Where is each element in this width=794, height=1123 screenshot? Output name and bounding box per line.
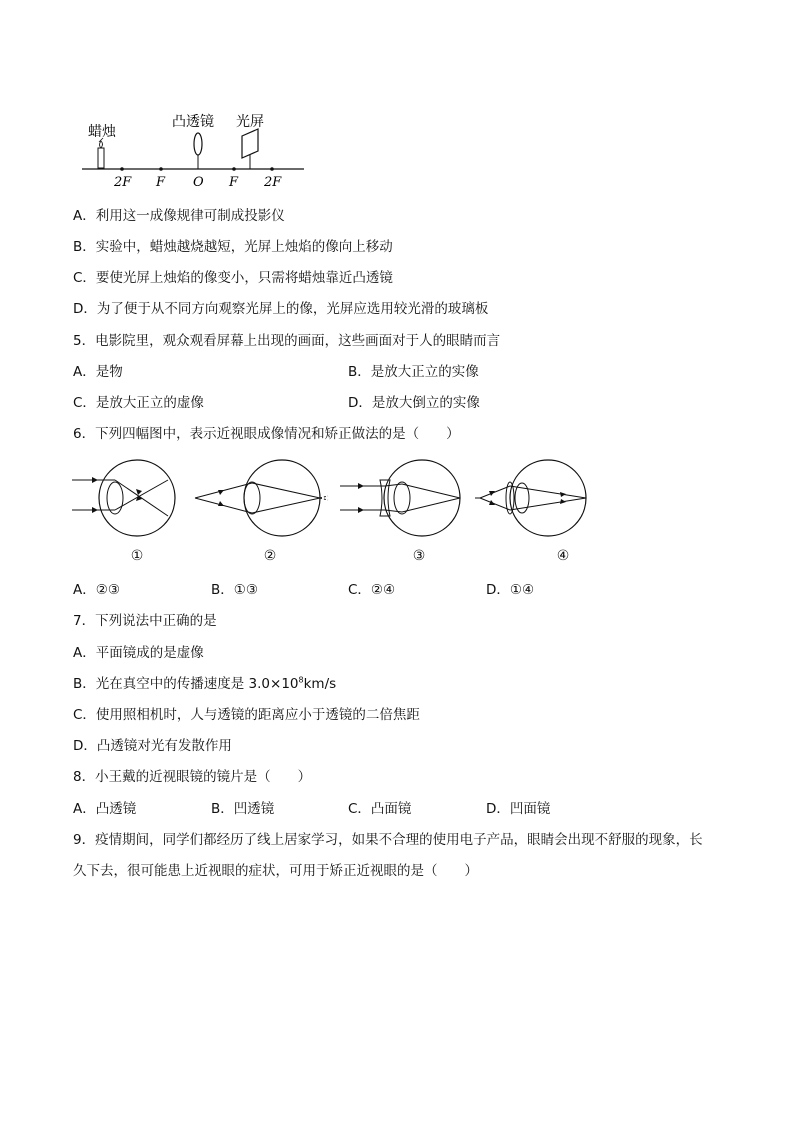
q5-option-b: B．是放大正立的实像 bbox=[348, 364, 479, 380]
q5-option-d: D．是放大倒立的实像 bbox=[348, 395, 480, 411]
lens-label: 凸透镜 bbox=[172, 114, 214, 130]
eye-label-4: ④ bbox=[556, 548, 570, 564]
axis-label-o: O bbox=[193, 175, 204, 190]
q4-option-c: C．要使光屏上烛焰的像变小，只需将蜡烛靠近凸透镜 bbox=[73, 270, 393, 286]
q9-stem-line2: 久下去，很可能患上近视眼的症状，可用于矫正近视眼的是（ ） bbox=[73, 863, 478, 879]
eye-diagram-2 bbox=[195, 460, 328, 536]
q4-option-b: B．实验中，蜡烛越烧越短，光屏上烛焰的像向上移动 bbox=[73, 239, 393, 255]
eye-diagrams-figure bbox=[70, 458, 600, 543]
q4-option-a: A．利用这一成像规律可制成投影仪 bbox=[73, 208, 285, 224]
q8-option-a: A．凸透镜 bbox=[73, 801, 137, 817]
q6-option-c: C．②④ bbox=[348, 582, 396, 598]
candle-label: 蜡烛 bbox=[88, 124, 116, 140]
convex-lens-icon bbox=[194, 133, 202, 169]
eye-diagram-4 bbox=[475, 460, 586, 536]
optical-bench-figure bbox=[80, 108, 310, 190]
screen-label: 光屏 bbox=[236, 114, 264, 130]
q7-option-a: A．平面镜成的是虚像 bbox=[73, 645, 204, 661]
q5-option-c: C．是放大正立的虚像 bbox=[73, 395, 204, 411]
axis-label-f-left: F bbox=[156, 175, 166, 190]
q7-option-b-exponent: 8 bbox=[298, 675, 304, 685]
q7-option-c: C．使用照相机时，人与透镜的距离应小于透镜的二倍焦距 bbox=[73, 707, 420, 723]
q7-option-d: D．凸透镜对光有发散作用 bbox=[73, 738, 232, 754]
q9-stem-line1: 9．疫情期间，同学们都经历了线上居家学习，如果不合理的使用电子产品，眼睛会出现不舒服的现象，长 bbox=[73, 832, 703, 848]
q6-option-b: B．①③ bbox=[211, 582, 258, 598]
q6-option-a: A．②③ bbox=[73, 582, 120, 598]
eye-label-2: ② bbox=[263, 548, 277, 564]
q7-option-b-unit: km/s bbox=[303, 676, 337, 692]
q7-stem: 7．下列说法中正确的是 bbox=[73, 613, 217, 629]
q5-option-a: A．是物 bbox=[73, 364, 123, 380]
q8-option-b: B．凹透镜 bbox=[211, 801, 275, 817]
eye-label-1: ① bbox=[130, 548, 144, 564]
q7-option-b-text: B．光在真空中的传播速度是 3.0×10 bbox=[73, 676, 299, 692]
axis-label-2f-left: 2F bbox=[114, 175, 132, 190]
q6-option-d: D．①④ bbox=[486, 582, 535, 598]
light-screen-icon bbox=[242, 129, 258, 169]
eye-label-3: ③ bbox=[412, 548, 426, 564]
q7-option-b bbox=[73, 676, 336, 692]
axis-label-f-right: F bbox=[229, 175, 239, 190]
q5-stem: 5．电影院里，观众观看屏幕上出现的画面，这些画面对于人的眼睛而言 bbox=[73, 333, 501, 349]
q8-option-d: D．凹面镜 bbox=[486, 801, 551, 817]
eye-diagram-1 bbox=[72, 460, 175, 536]
q8-option-c: C．凸面镜 bbox=[348, 801, 412, 817]
eye-diagram-3 bbox=[340, 460, 460, 536]
q6-stem: 6．下列四幅图中，表示近视眼成像情况和矫正做法的是（ ） bbox=[73, 426, 460, 442]
candle-icon bbox=[98, 138, 104, 168]
axis-label-2f-right: 2F bbox=[264, 175, 282, 190]
q8-stem: 8．小王戴的近视眼镜的镜片是（ ） bbox=[73, 769, 312, 785]
q4-option-d: D．为了便于从不同方向观察光屏上的像，光屏应选用较光滑的玻璃板 bbox=[73, 301, 489, 317]
